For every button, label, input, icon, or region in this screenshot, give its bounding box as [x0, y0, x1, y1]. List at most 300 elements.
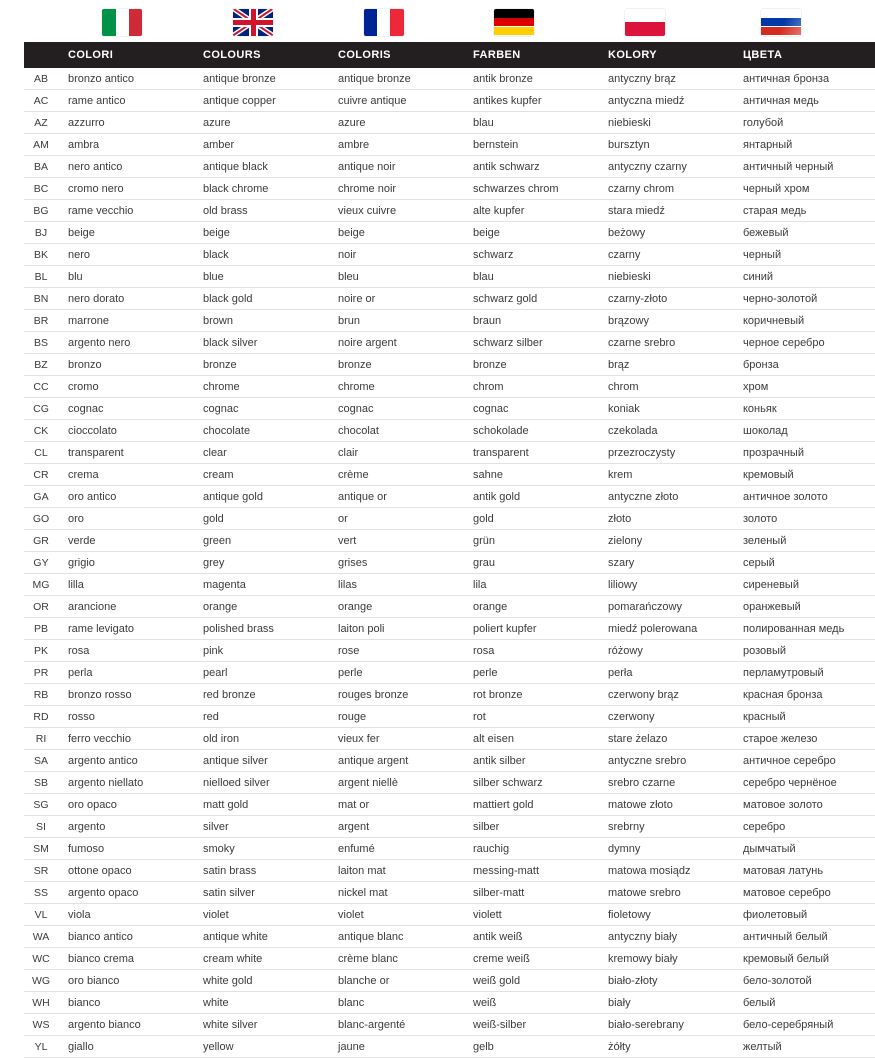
table-row — [24, 244, 875, 266]
cell-code: CK — [24, 420, 58, 442]
cell-code: SI — [24, 816, 58, 838]
cell-code: RD — [24, 706, 58, 728]
cell-color-name: green — [193, 530, 328, 552]
cell-color-name: lilla — [58, 574, 193, 596]
cell-code: BN — [24, 288, 58, 310]
cell-color-name: transparent — [463, 442, 598, 464]
cell-color-name: laiton mat — [328, 860, 463, 882]
cell-color-name: zielony — [598, 530, 733, 552]
cell-code: VL — [24, 904, 58, 926]
cell-color-name: lilas — [328, 574, 463, 596]
cell-color-name: violet — [193, 904, 328, 926]
flag-cell-germany — [449, 9, 580, 36]
cell-code: SS — [24, 882, 58, 904]
cell-color-name: schwarz — [463, 244, 598, 266]
cell-color-name: mattiert gold — [463, 794, 598, 816]
cell-color-name: bursztyn — [598, 134, 733, 156]
cell-color-name: antique blanc — [328, 926, 463, 948]
cell-color-name: античное золото — [733, 486, 875, 508]
cell-color-name: schokolade — [463, 420, 598, 442]
cell-color-name: czerwony brąz — [598, 684, 733, 706]
cell-color-name: grigio — [58, 552, 193, 574]
table-row — [24, 288, 875, 310]
cell-code: CC — [24, 376, 58, 398]
cell-color-name: czerwony — [598, 706, 733, 728]
cell-color-name: красный — [733, 706, 875, 728]
flag-cell-poland — [580, 9, 711, 36]
cell-color-name: old brass — [193, 200, 328, 222]
cell-color-name: bronze — [193, 354, 328, 376]
cell-color-name: ferro vecchio — [58, 728, 193, 750]
cell-code: BJ — [24, 222, 58, 244]
cell-color-name: matt gold — [193, 794, 328, 816]
cell-code: BC — [24, 178, 58, 200]
cell-color-name: rame levigato — [58, 618, 193, 640]
cell-color-name: прозрачный — [733, 442, 875, 464]
cell-color-name: черно-золотой — [733, 288, 875, 310]
table-row — [24, 530, 875, 552]
table-row — [24, 794, 875, 816]
cell-color-name: antique silver — [193, 750, 328, 772]
cell-color-name: cognac — [463, 398, 598, 420]
cell-color-name: blanche or — [328, 970, 463, 992]
cell-color-name: бронза — [733, 354, 875, 376]
cell-color-name: różowy — [598, 640, 733, 662]
cell-color-name: gold — [463, 508, 598, 530]
cell-color-name: magenta — [193, 574, 328, 596]
cell-color-name: pink — [193, 640, 328, 662]
cell-color-name: черный — [733, 244, 875, 266]
cell-color-name: antik silber — [463, 750, 598, 772]
header-colours: COLOURS — [193, 42, 328, 68]
cell-color-name: black — [193, 244, 328, 266]
cell-color-name: nero dorato — [58, 288, 193, 310]
cell-color-name: sahne — [463, 464, 598, 486]
cell-code: BS — [24, 332, 58, 354]
cell-color-name: brun — [328, 310, 463, 332]
cell-color-name: transparent — [58, 442, 193, 464]
cell-color-name: crema — [58, 464, 193, 486]
table-row — [24, 486, 875, 508]
cell-color-name: vert — [328, 530, 463, 552]
cell-color-name: nickel mat — [328, 882, 463, 904]
cell-color-name: argento — [58, 816, 193, 838]
table-row — [24, 134, 875, 156]
cell-code: WH — [24, 992, 58, 1014]
cell-code: OR — [24, 596, 58, 618]
cell-color-name: bleu — [328, 266, 463, 288]
cell-color-name: orange — [463, 596, 598, 618]
cell-color-name: niebieski — [598, 266, 733, 288]
flag-france-icon — [364, 9, 404, 36]
cell-color-name: матовое серебро — [733, 882, 875, 904]
cell-color-name: czarny-złoto — [598, 288, 733, 310]
cell-color-name: poliert kupfer — [463, 618, 598, 640]
table-body — [24, 68, 875, 1058]
table-row — [24, 926, 875, 948]
header-colori: COLORI — [58, 42, 193, 68]
cell-color-name: matowe złoto — [598, 794, 733, 816]
cell-color-name: ambra — [58, 134, 193, 156]
cell-color-name: orange — [328, 596, 463, 618]
table-header — [24, 42, 875, 68]
cell-color-name: biały — [598, 992, 733, 1014]
cell-color-name: czarne srebro — [598, 332, 733, 354]
cell-color-name: perle — [328, 662, 463, 684]
cell-color-name: stare żelazo — [598, 728, 733, 750]
cell-color-name: koniak — [598, 398, 733, 420]
cell-color-name: przezroczysty — [598, 442, 733, 464]
cell-color-name: antique argent — [328, 750, 463, 772]
cell-color-name: cognac — [328, 398, 463, 420]
cell-color-name: chrome noir — [328, 178, 463, 200]
cell-color-name: antique gold — [193, 486, 328, 508]
flag-russia-icon — [761, 9, 801, 36]
cell-color-name: argento niellato — [58, 772, 193, 794]
table-row — [24, 1036, 875, 1058]
cell-color-name: orange — [193, 596, 328, 618]
cell-code: BG — [24, 200, 58, 222]
cell-code: AM — [24, 134, 58, 156]
cell-color-name: krem — [598, 464, 733, 486]
cell-color-name: czarny — [598, 244, 733, 266]
table-row — [24, 574, 875, 596]
table-row — [24, 508, 875, 530]
cell-code: PK — [24, 640, 58, 662]
cell-color-name: nielloed silver — [193, 772, 328, 794]
cell-color-name: vieux cuivre — [328, 200, 463, 222]
cell-color-name: bronzo antico — [58, 68, 193, 90]
cell-color-name: antyczny czarny — [598, 156, 733, 178]
cell-color-name: azzurro — [58, 112, 193, 134]
table-row — [24, 200, 875, 222]
cell-code: PB — [24, 618, 58, 640]
cell-color-name: matowa mosiądz — [598, 860, 733, 882]
cell-color-name: матовое золото — [733, 794, 875, 816]
cell-code: GR — [24, 530, 58, 552]
cell-color-name: antique white — [193, 926, 328, 948]
cell-color-name: noire or — [328, 288, 463, 310]
cell-color-name: cuivre antique — [328, 90, 463, 112]
cell-color-name: antique black — [193, 156, 328, 178]
cell-color-name: vieux fer — [328, 728, 463, 750]
cell-color-name: янтарный — [733, 134, 875, 156]
table-row — [24, 354, 875, 376]
cell-color-name: chrom — [463, 376, 598, 398]
cell-color-name: miedź polerowana — [598, 618, 733, 640]
cell-color-name: grises — [328, 552, 463, 574]
cell-code: YL — [24, 1036, 58, 1058]
cell-color-name: antyczne srebro — [598, 750, 733, 772]
cell-color-name: rame vecchio — [58, 200, 193, 222]
cell-code: SA — [24, 750, 58, 772]
table-row — [24, 112, 875, 134]
table-row — [24, 772, 875, 794]
cell-color-name: beige — [328, 222, 463, 244]
cell-color-name: fioletowy — [598, 904, 733, 926]
cell-code: BA — [24, 156, 58, 178]
cell-color-name: розовый — [733, 640, 875, 662]
cell-code: BZ — [24, 354, 58, 376]
cell-color-name: серебро — [733, 816, 875, 838]
cell-color-name: rot — [463, 706, 598, 728]
color-names-table — [24, 42, 875, 1058]
cell-color-name: biało-złoty — [598, 970, 733, 992]
cell-color-name: ottone opaco — [58, 860, 193, 882]
cell-color-name: коричневый — [733, 310, 875, 332]
table-row — [24, 706, 875, 728]
cell-color-name: złoto — [598, 508, 733, 530]
flags-row — [24, 0, 851, 42]
cell-color-name: argent — [328, 816, 463, 838]
cell-color-name: античная бронза — [733, 68, 875, 90]
cell-color-name: oro bianco — [58, 970, 193, 992]
cell-color-name: сиреневый — [733, 574, 875, 596]
cell-color-name: antique bronze — [328, 68, 463, 90]
cell-code: CL — [24, 442, 58, 464]
cell-color-name: argento bianco — [58, 1014, 193, 1036]
table-row — [24, 684, 875, 706]
cell-color-name: античный черный — [733, 156, 875, 178]
cell-color-name: lila — [463, 574, 598, 596]
cell-code: WA — [24, 926, 58, 948]
cell-color-name: amber — [193, 134, 328, 156]
cell-color-name: oro — [58, 508, 193, 530]
header-row — [24, 42, 875, 68]
cell-color-name: серебро чернёное — [733, 772, 875, 794]
cell-color-name: silber-matt — [463, 882, 598, 904]
cell-color-name: оранжевый — [733, 596, 875, 618]
cell-color-name: grey — [193, 552, 328, 574]
cell-color-name: niebieski — [598, 112, 733, 134]
table-row — [24, 860, 875, 882]
cell-color-name: rot bronze — [463, 684, 598, 706]
header-coloris: COLORIS — [328, 42, 463, 68]
cell-color-name: clear — [193, 442, 328, 464]
cell-color-name: bianco antico — [58, 926, 193, 948]
table-row — [24, 992, 875, 1014]
cell-color-name: satin silver — [193, 882, 328, 904]
cell-color-name: коньяк — [733, 398, 875, 420]
cell-color-name: srebrny — [598, 816, 733, 838]
cell-code: WC — [24, 948, 58, 970]
cell-color-name: nero — [58, 244, 193, 266]
cell-color-name: weiß — [463, 992, 598, 1014]
cell-color-name: cognac — [58, 398, 193, 420]
cell-color-name: черное серебро — [733, 332, 875, 354]
cell-color-name: silber schwarz — [463, 772, 598, 794]
cell-color-name: czarny chrom — [598, 178, 733, 200]
cell-color-name: kremowy biały — [598, 948, 733, 970]
cell-color-name: хром — [733, 376, 875, 398]
cell-color-name: желтый — [733, 1036, 875, 1058]
cell-color-name: argento antico — [58, 750, 193, 772]
cell-color-name: bronzo rosso — [58, 684, 193, 706]
table-row — [24, 640, 875, 662]
cell-color-name: perle — [463, 662, 598, 684]
cell-color-name: blu — [58, 266, 193, 288]
cell-color-name: azure — [193, 112, 328, 134]
cell-code: AZ — [24, 112, 58, 134]
cell-color-name: antique or — [328, 486, 463, 508]
cell-color-name: crème — [328, 464, 463, 486]
cell-color-name: jaune — [328, 1036, 463, 1058]
cell-color-name: laiton poli — [328, 618, 463, 640]
cell-color-name: pearl — [193, 662, 328, 684]
cell-color-name: alte kupfer — [463, 200, 598, 222]
cell-code: BR — [24, 310, 58, 332]
cell-color-name: antik bronze — [463, 68, 598, 90]
cell-code: MG — [24, 574, 58, 596]
cell-color-name: перламутровый — [733, 662, 875, 684]
cell-color-name: szary — [598, 552, 733, 574]
table-row — [24, 882, 875, 904]
table-row — [24, 222, 875, 244]
cell-color-name: silver — [193, 816, 328, 838]
cell-code: SB — [24, 772, 58, 794]
cell-color-name: chrome — [328, 376, 463, 398]
cell-color-name: rosa — [463, 640, 598, 662]
cell-color-name: antique noir — [328, 156, 463, 178]
cell-color-name: liliowy — [598, 574, 733, 596]
flag-poland-icon — [625, 9, 665, 36]
cell-color-name: red — [193, 706, 328, 728]
cell-code: CR — [24, 464, 58, 486]
cell-color-name: rose — [328, 640, 463, 662]
cell-color-name: blanc — [328, 992, 463, 1014]
cell-color-name: arancione — [58, 596, 193, 618]
flag-uk-icon — [233, 9, 273, 36]
cell-color-name: cream white — [193, 948, 328, 970]
cell-color-name: argento nero — [58, 332, 193, 354]
table-row — [24, 970, 875, 992]
cell-color-name: зеленый — [733, 530, 875, 552]
cell-color-name: матовая латунь — [733, 860, 875, 882]
cell-color-name: золото — [733, 508, 875, 530]
cell-color-name: weiß-silber — [463, 1014, 598, 1036]
cell-color-name: polished brass — [193, 618, 328, 640]
cell-color-name: античный белый — [733, 926, 875, 948]
cell-color-name: полированная медь — [733, 618, 875, 640]
cell-color-name: violett — [463, 904, 598, 926]
cell-color-name: white gold — [193, 970, 328, 992]
cell-color-name: or — [328, 508, 463, 530]
table-row — [24, 376, 875, 398]
cell-code: RI — [24, 728, 58, 750]
cell-color-name: brązowy — [598, 310, 733, 332]
cell-color-name: crème blanc — [328, 948, 463, 970]
cell-color-name: antyczna miedź — [598, 90, 733, 112]
cell-code: AB — [24, 68, 58, 90]
cell-color-name: кремовый — [733, 464, 875, 486]
cell-color-name: grün — [463, 530, 598, 552]
cell-color-name: cognac — [193, 398, 328, 420]
cell-color-name: matowe srebro — [598, 882, 733, 904]
cell-color-name: noir — [328, 244, 463, 266]
cell-color-name: argent niellè — [328, 772, 463, 794]
cell-color-name: rame antico — [58, 90, 193, 112]
cell-color-name: schwarzes chrom — [463, 178, 598, 200]
cell-color-name: blau — [463, 112, 598, 134]
cell-color-name: старая медь — [733, 200, 875, 222]
cell-color-name: white — [193, 992, 328, 1014]
cell-color-name: antyczny biały — [598, 926, 733, 948]
cell-color-name: дымчатый — [733, 838, 875, 860]
cell-color-name: blue — [193, 266, 328, 288]
cell-color-name: perla — [58, 662, 193, 684]
cell-color-name: серый — [733, 552, 875, 574]
cell-color-name: white silver — [193, 1014, 328, 1036]
cell-color-name: chocolate — [193, 420, 328, 442]
table-row — [24, 1014, 875, 1036]
cell-color-name: gold — [193, 508, 328, 530]
table-row — [24, 266, 875, 288]
flag-cell-russia — [711, 9, 851, 36]
cell-code: SM — [24, 838, 58, 860]
table-row — [24, 816, 875, 838]
table-row — [24, 948, 875, 970]
cell-color-name: stara miedź — [598, 200, 733, 222]
table-row — [24, 552, 875, 574]
cell-color-name: chocolat — [328, 420, 463, 442]
table-row — [24, 178, 875, 200]
cell-color-name: red bronze — [193, 684, 328, 706]
cell-code: AC — [24, 90, 58, 112]
cell-color-name: beige — [193, 222, 328, 244]
cell-code: BL — [24, 266, 58, 288]
flag-cell-italy — [57, 9, 188, 36]
cell-color-name: perła — [598, 662, 733, 684]
cell-color-name: viola — [58, 904, 193, 926]
cell-color-name: бело-золотой — [733, 970, 875, 992]
header-code — [24, 42, 58, 68]
cell-color-name: enfumé — [328, 838, 463, 860]
cell-color-name: фиолетовый — [733, 904, 875, 926]
cell-color-name: cream — [193, 464, 328, 486]
cell-color-name: bronzo — [58, 354, 193, 376]
cell-color-name: cromo nero — [58, 178, 193, 200]
cell-color-name: black silver — [193, 332, 328, 354]
cell-color-name: bronze — [328, 354, 463, 376]
cell-color-name: rouge — [328, 706, 463, 728]
cell-color-name: oro antico — [58, 486, 193, 508]
cell-color-name: żółty — [598, 1036, 733, 1058]
cell-color-name: braun — [463, 310, 598, 332]
cell-color-name: marrone — [58, 310, 193, 332]
cell-color-name: белый — [733, 992, 875, 1014]
cell-color-name: czekolada — [598, 420, 733, 442]
cell-color-name: weiß gold — [463, 970, 598, 992]
cell-color-name: gelb — [463, 1036, 598, 1058]
cell-color-name: chrome — [193, 376, 328, 398]
cell-code: SG — [24, 794, 58, 816]
cell-code: PR — [24, 662, 58, 684]
cell-color-name: beżowy — [598, 222, 733, 244]
flag-cell-uk — [188, 9, 319, 36]
cell-color-name: beige — [463, 222, 598, 244]
cell-code: WG — [24, 970, 58, 992]
table-row — [24, 750, 875, 772]
cell-color-name: messing-matt — [463, 860, 598, 882]
cell-color-name: clair — [328, 442, 463, 464]
cell-color-name: nero antico — [58, 156, 193, 178]
flag-germany-icon — [494, 9, 534, 36]
cell-color-name: черный хром — [733, 178, 875, 200]
table-row — [24, 156, 875, 178]
cell-color-name: бежевый — [733, 222, 875, 244]
header-cveta: ЦВЕТА — [733, 42, 875, 68]
table-row — [24, 596, 875, 618]
